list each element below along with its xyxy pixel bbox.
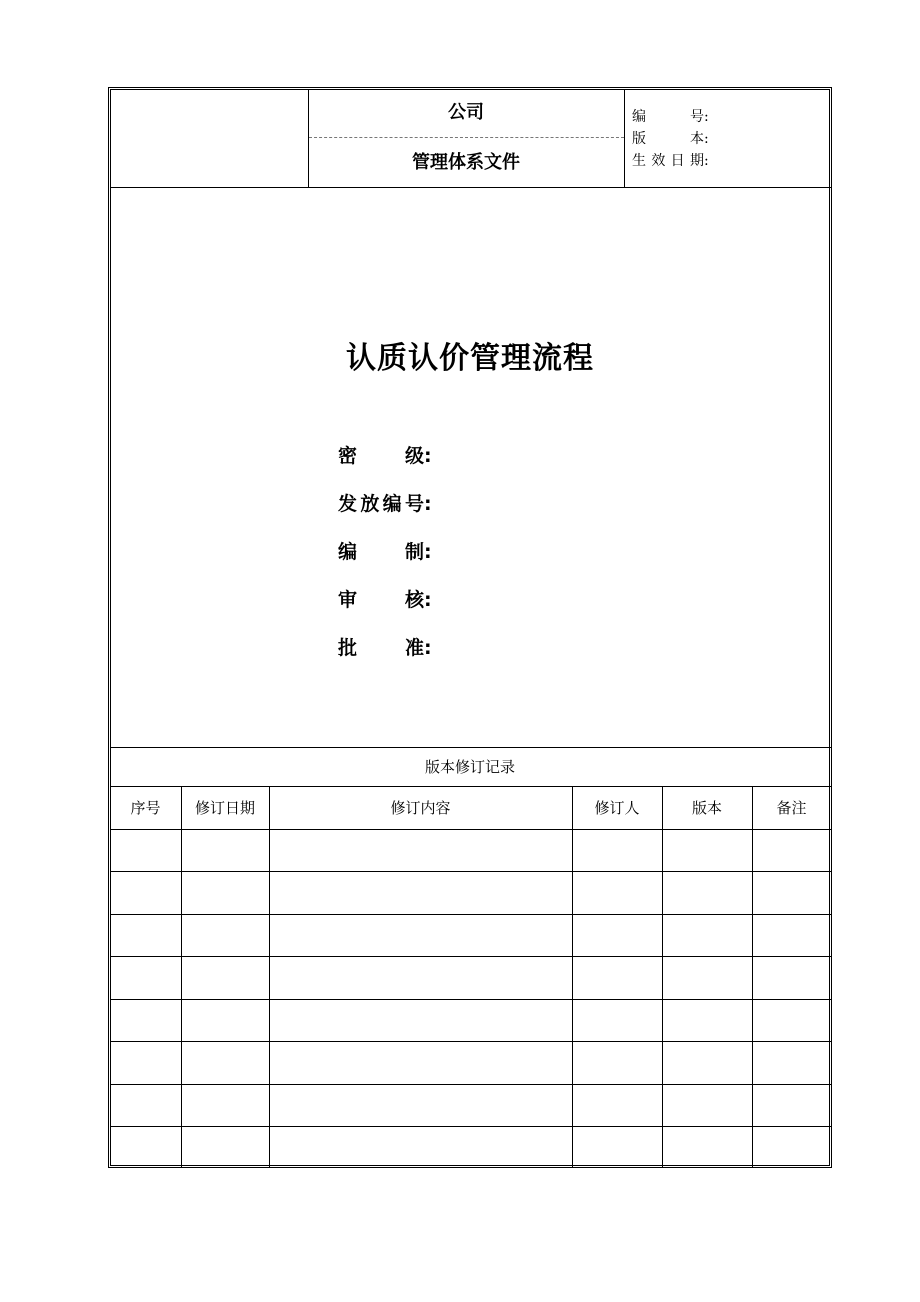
header-dashed-divider <box>309 137 624 138</box>
col-header-version: 版本 <box>691 799 722 817</box>
doc-type: 管理体系文件 <box>412 152 520 173</box>
row-divider <box>110 914 831 915</box>
field-security-level <box>338 441 432 468</box>
col-header-content: 修订内容 <box>390 799 451 817</box>
field-label: 审核 <box>338 589 424 611</box>
meta-colon: : <box>704 153 709 169</box>
field-label: 批准 <box>338 637 424 659</box>
field-colon: : <box>424 637 432 659</box>
col-divider <box>269 786 270 1168</box>
field-colon: : <box>424 445 432 467</box>
company-name: 公司 <box>448 102 484 123</box>
row-divider <box>110 1041 831 1042</box>
col-divider <box>662 786 663 1168</box>
field-reviewed-by <box>338 585 432 612</box>
meta-label: 生效日期 <box>632 153 704 169</box>
field-label: 发放编号 <box>338 493 424 515</box>
row-divider <box>110 1084 831 1085</box>
meta-colon: : <box>704 131 709 147</box>
row-divider <box>110 956 831 957</box>
document-title: 认质认价管理流程 <box>346 341 594 376</box>
field-prepared-by <box>338 537 432 564</box>
revision-title: 版本修订记录 <box>424 758 515 776</box>
header-divider-right <box>624 89 625 187</box>
row-divider <box>110 1126 831 1127</box>
revision-header-top-line <box>110 786 831 787</box>
field-colon: : <box>424 541 432 563</box>
field-label: 密级 <box>338 445 424 467</box>
field-colon: : <box>424 589 432 611</box>
col-header-date: 修订日期 <box>194 799 255 817</box>
meta-version <box>632 128 709 148</box>
header-bottom-line <box>110 187 831 188</box>
col-divider <box>572 786 573 1168</box>
meta-label: 版本 <box>632 131 704 147</box>
row-divider <box>110 871 831 872</box>
row-divider <box>110 829 831 830</box>
meta-effective-date <box>632 150 709 170</box>
row-divider <box>110 999 831 1000</box>
meta-colon: : <box>704 109 709 125</box>
revision-top-line <box>110 747 831 748</box>
field-approved-by <box>338 633 432 660</box>
field-label: 编制 <box>338 541 424 563</box>
col-header-reviser: 修订人 <box>594 799 640 817</box>
col-header-remarks: 备注 <box>776 799 807 817</box>
meta-doc-number <box>632 106 709 126</box>
meta-label: 编号 <box>632 109 704 125</box>
col-header-index: 序号 <box>130 799 161 817</box>
document-frame <box>108 87 832 1168</box>
field-colon: : <box>424 493 432 515</box>
col-divider <box>752 786 753 1168</box>
col-divider <box>181 786 182 1168</box>
field-issue-number <box>338 489 432 516</box>
